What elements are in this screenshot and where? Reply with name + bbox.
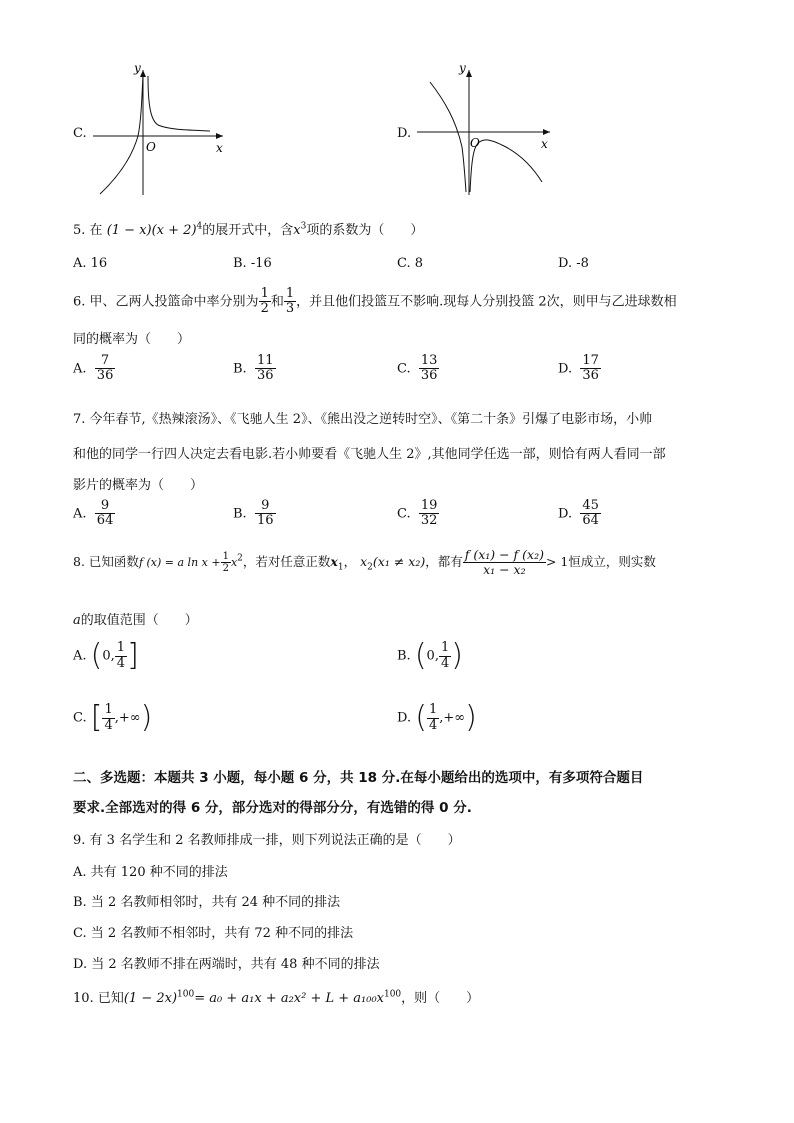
y-label: y bbox=[134, 62, 141, 75]
q6-option-c: C. $\frac{13}{36}$ bbox=[397, 353, 438, 384]
question-6 bbox=[73, 287, 677, 317]
q5-text-b: 的展开式中，含 bbox=[202, 223, 294, 238]
q8-cond: (x₁ ≠ x₂) bbox=[372, 553, 426, 569]
origin-label: O bbox=[146, 140, 156, 154]
q7-option-c: C. $\frac{19}{32}$ bbox=[397, 498, 438, 529]
q7-line-3: 影片的概率为（ ） bbox=[73, 478, 204, 493]
x-axis-arrow bbox=[216, 133, 223, 139]
q5-text-a: 在 bbox=[89, 223, 103, 238]
q5-exp: 4 bbox=[196, 221, 203, 232]
q8-ineq-tail: > 1恒成立，则实数 bbox=[545, 553, 656, 569]
q8-func-exp: 2 bbox=[237, 553, 243, 564]
q5-option-b: B. -16 bbox=[233, 256, 272, 271]
curve-right bbox=[148, 76, 210, 131]
q8-text-d: ，都有 bbox=[425, 553, 463, 569]
q5-term-exp: 3 bbox=[300, 221, 307, 232]
graph-d bbox=[412, 62, 557, 200]
q8-number: 8. bbox=[73, 553, 85, 569]
q6-line-2: 同的概率为（ ） bbox=[73, 332, 191, 347]
q7-line-1: 7. 今年春节,《热辣滚汤》、《飞驰人生 2》、《熊出没之逆转时空》、《第二十条》引爆了电影市场，小帅 bbox=[73, 412, 653, 427]
q8-func-frac: $\frac{1}{2}$ bbox=[222, 550, 229, 574]
q5-expr: (1 − x)(x + 2) bbox=[106, 223, 197, 238]
x-label: x bbox=[541, 137, 548, 151]
q10-text-b: ，则（ ） bbox=[401, 991, 480, 1006]
q5-option-a: A. 16 bbox=[73, 256, 108, 271]
q7-line-2: 和他的同学一行四人决定去看电影.若小帅要看《飞驰人生 2》,其他同学任选一部，则恰有两人看同一部 bbox=[73, 447, 666, 462]
q7-option-d: D. $\frac{45}{64}$ bbox=[558, 498, 599, 529]
q8-x2: x bbox=[360, 553, 368, 569]
q9-option-c: C. 当 2 名教师不相邻时，共有 72 种不同的排法 bbox=[73, 926, 354, 941]
question-5 bbox=[73, 219, 423, 238]
y-label: y bbox=[459, 62, 466, 75]
q10-rhs-exp: 100 bbox=[383, 989, 402, 1000]
q6-text-a: 甲、乙两人投篮命中率分别为 bbox=[89, 294, 259, 310]
q8-ineq-frac: $\frac{\text{f (x₁) − f (x₂)}}{\text{x₁ − x₂}}$ bbox=[464, 547, 544, 577]
q7-option-a: A. $\frac{9}{64}$ bbox=[73, 498, 114, 529]
y-axis-arrow bbox=[466, 70, 472, 77]
q8-text-c: ， bbox=[343, 553, 357, 569]
graph-c bbox=[88, 62, 228, 200]
q8-option-b: B. (0, $\frac{1}{4}$ ) bbox=[397, 638, 463, 673]
q5-text-c: 项的系数为（ ） bbox=[306, 223, 424, 238]
q9-option-b: B. 当 2 名教师相邻时，共有 24 种不同的排法 bbox=[73, 895, 341, 910]
q5-term: x bbox=[293, 223, 301, 238]
x-axis-arrow bbox=[543, 129, 550, 135]
q8-text-a: 已知函数 bbox=[88, 553, 139, 569]
question-8: 8. 已知函数f (x) = a ln x + $\frac{1}{2}$ $x^2$，若对任意正数$x_1$， $x_2(x_1 \ne x_2)$，都有 $\frac{\text{f (x₁) − f (x₂)}}{\text{x₁ − x₂}}$ > 1恒成立，则实数 bbox=[73, 547, 656, 577]
q8-func-tail: x bbox=[230, 555, 238, 569]
x-label: x bbox=[216, 141, 223, 155]
option-c-label: C. bbox=[73, 126, 87, 141]
option-d-label: D. bbox=[397, 126, 412, 141]
q10-number: 10. bbox=[73, 991, 94, 1006]
q8-func: f (x) = a ln x + bbox=[138, 555, 221, 569]
section-2-heading-line-1: 二、多选题：本题共 3 小题，每小题 6 分，共 18 分.在每小题给出的选项中，有多项符合题目 bbox=[73, 770, 644, 786]
q6-frac-1: $\frac{1}{2}$ bbox=[260, 286, 269, 317]
q5-option-d: D. -8 bbox=[558, 256, 589, 271]
q7-option-b: B. $\frac{9}{16}$ bbox=[233, 498, 274, 529]
q10-text-a: 已知 bbox=[97, 991, 124, 1006]
question-10 bbox=[73, 987, 479, 1006]
q8-option-a: A. (0, $\frac{1}{4}$ ] bbox=[73, 638, 139, 673]
curve-left bbox=[100, 74, 143, 194]
q8-option-d: D. ( $\frac{1}{4}$ ,+∞) bbox=[397, 700, 477, 735]
section-2-heading-line-2: 要求.全部选对的得 6 分，部分选对的得部分分，有选错的得 0 分. bbox=[73, 800, 472, 816]
q10-expr: (1 − 2x) bbox=[123, 991, 178, 1006]
q9-stem: 9. 有 3 名学生和 2 名教师排成一排，则下列说法正确的是（ ） bbox=[73, 833, 461, 848]
q6-option-b: B. $\frac{11}{36}$ bbox=[233, 353, 274, 384]
curve-right bbox=[470, 140, 542, 192]
q9-option-a: A. 共有 120 种不同的排法 bbox=[73, 865, 228, 880]
q10-exp: 100 bbox=[177, 989, 195, 1000]
q6-text-b: ，并且他们投篮互不影响.现每人分别投篮 2次，则甲与乙进球数相 bbox=[296, 294, 677, 310]
q8-option-c: C. [ $\frac{1}{4}$ ,+∞) bbox=[73, 700, 153, 735]
q9-option-d: D. 当 2 名教师不排在两端时，共有 48 种不同的排法 bbox=[73, 957, 380, 972]
q6-frac-2: $\frac{1}{3}$ bbox=[285, 286, 295, 317]
q8-x1: x bbox=[330, 553, 338, 569]
q5-number: 5. bbox=[73, 223, 86, 238]
origin-label: O bbox=[470, 136, 480, 150]
q6-mid: 和 bbox=[270, 294, 284, 310]
curve-left bbox=[430, 82, 466, 192]
q10-rhs: = a₀ + a₁x + a₂x² + L + a₁₀₀x bbox=[194, 991, 384, 1006]
q5-option-c: C. 8 bbox=[397, 256, 424, 271]
q8-line-2: a的取值范围（ ） bbox=[73, 613, 198, 628]
q8-text-b: ，若对任意正数 bbox=[242, 553, 331, 569]
q6-option-a: A. $\frac{7}{36}$ bbox=[73, 353, 114, 384]
q6-option-d: D. $\frac{17}{36}$ bbox=[558, 353, 599, 384]
q6-number: 6. bbox=[73, 294, 86, 310]
